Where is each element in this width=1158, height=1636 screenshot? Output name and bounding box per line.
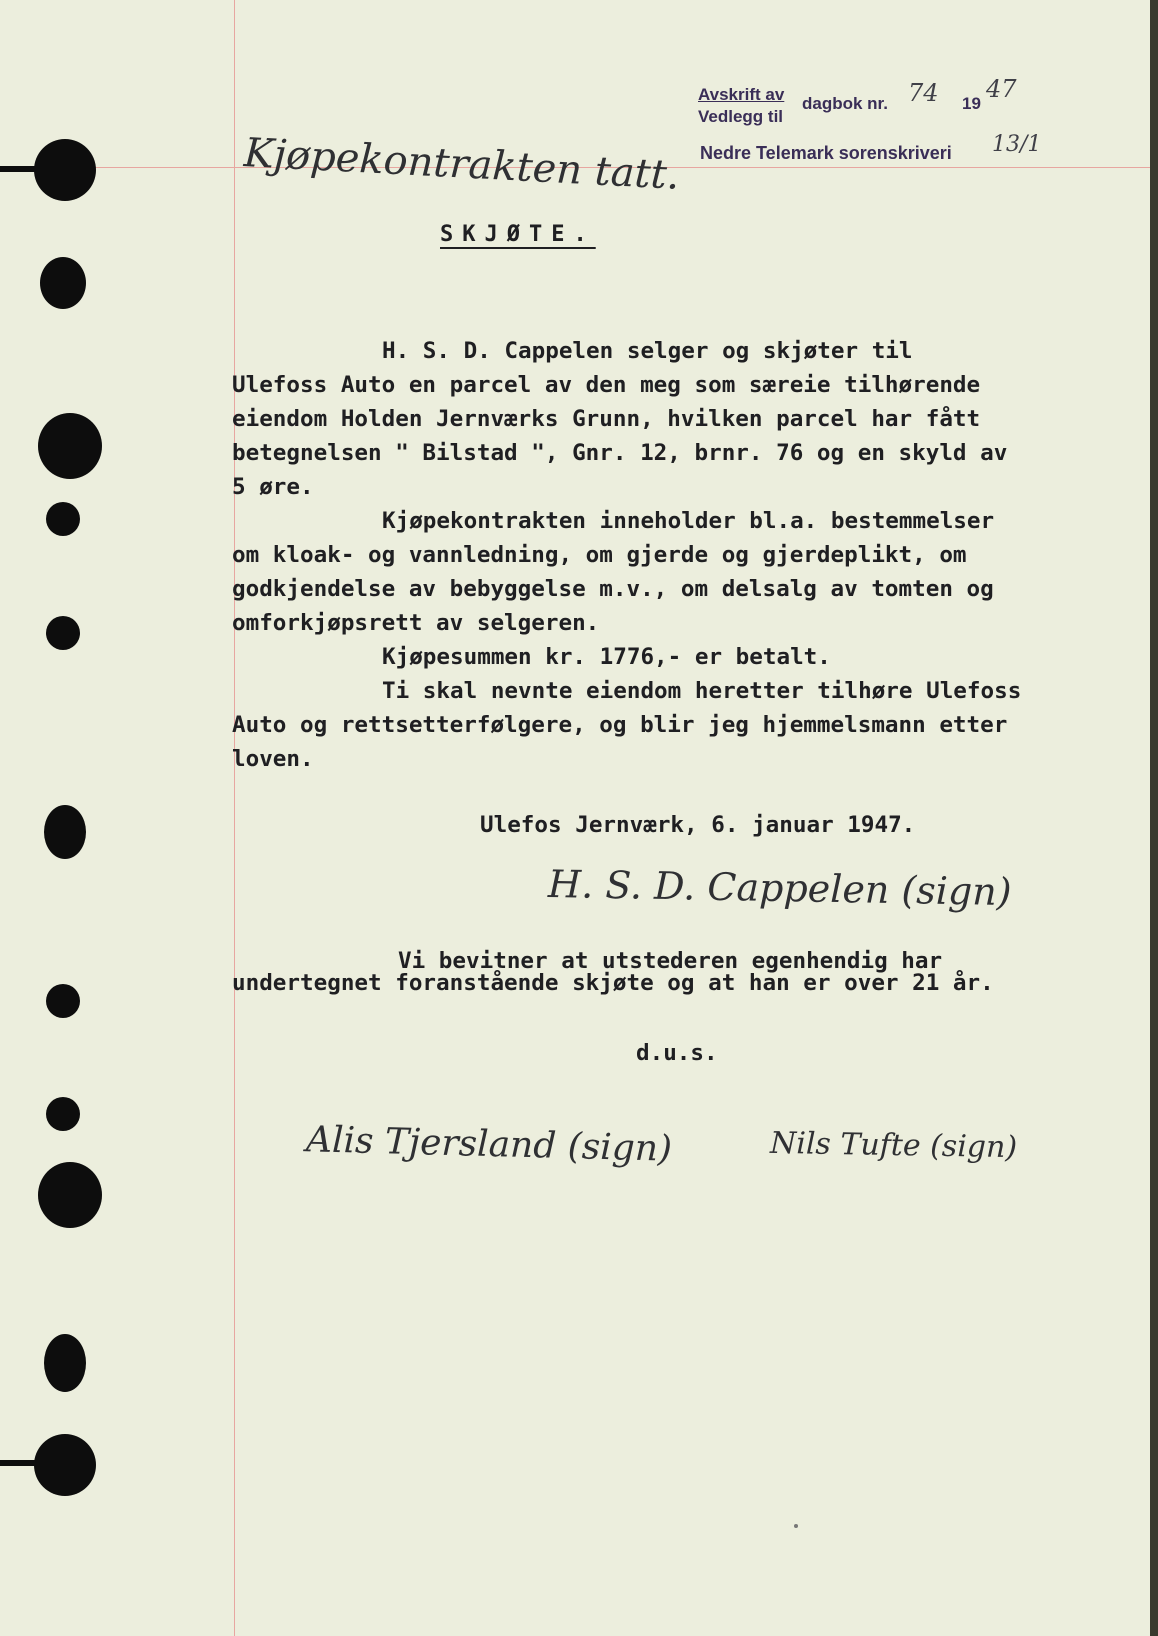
binder-hole (44, 805, 86, 859)
issuer-signature: H. S. D. Cappelen (sign) (547, 861, 1012, 915)
binder-hole (46, 502, 80, 536)
stamp-line-avskrift: Avskrift av (698, 85, 785, 104)
body-line: Ti skal nevnte eiendom heretter tilhøre Ulefoss (382, 678, 1022, 704)
binder-hole (46, 984, 80, 1018)
stamp-year-prefix: 19 (962, 94, 981, 113)
witness-signature: Alis Tjersland (sign) (305, 1119, 673, 1170)
stamp-office: Nedre Telemark sorenskriveri (700, 143, 952, 163)
margin-rule-vertical (234, 0, 235, 1636)
stamp-line-vedlegg: Vedlegg til (698, 107, 784, 126)
body-line: omforkjøpsrett av selgeren. (232, 610, 600, 636)
witness-line: Vi bevitner at utstederen egenhendig har (398, 948, 943, 974)
body-line: betegnelsen " Bilstad ", Gnr. 12, brnr. 76 og en skyld av (232, 440, 1008, 466)
place-date: Ulefos Jernværk, 6. januar 1947. (480, 812, 916, 838)
stamp-dagbok-number: 74 (908, 79, 939, 107)
body-line: godkjendelse av bebyggelse m.v., om delsalg av tomten og (232, 576, 994, 602)
body-line: 5 øre. (232, 474, 314, 500)
binder-hole (46, 616, 80, 650)
dus-note: d.u.s. (636, 1040, 718, 1066)
binder-hole (40, 257, 86, 309)
binder-hole (38, 413, 102, 479)
body-line: Kjøpekontrakten inneholder bl.a. bestemmelser (382, 508, 995, 534)
stamp-year-suffix: 47 (986, 75, 1017, 103)
binder-hole (46, 1097, 80, 1131)
binder-hole-mark (0, 166, 40, 172)
stray-mark (794, 1524, 798, 1528)
body-line: H. S. D. Cappelen selger og skjøter til (382, 338, 913, 364)
stamp-date-note: 13/1 (992, 132, 1042, 157)
witness-line: undertegnet foranstående skjøte og at han er over 21 år. (232, 970, 994, 996)
handwritten-note: Kjøpekontrakten tatt. (242, 130, 681, 199)
body-line: Kjøpesummen kr. 1776,- er betalt. (382, 644, 831, 670)
body-line: eiendom Holden Jernværks Grunn, hvilken parcel har fått (232, 406, 981, 432)
page-edge (1150, 0, 1158, 1636)
binder-hole (38, 1162, 102, 1228)
body-line: loven. (232, 746, 314, 772)
binder-hole (44, 1334, 86, 1392)
witness-signature: Nils Tufte (sign) (769, 1125, 1018, 1166)
binder-hole (34, 139, 96, 201)
body-line: om kloak- og vannledning, om gjerde og gjerdeplikt, om (232, 542, 967, 568)
body-line: Ulefoss Auto en parcel av den meg som særeie tilhørende (232, 372, 981, 398)
stamp-dagbok-label: dagbok nr. (802, 94, 888, 113)
document-title: SKJØTE. (440, 222, 596, 247)
binder-hole (34, 1434, 96, 1496)
body-line: Auto og rettsetterfølgere, og blir jeg hjemmelsmann etter (232, 712, 1008, 738)
binder-hole-mark (0, 1460, 40, 1466)
